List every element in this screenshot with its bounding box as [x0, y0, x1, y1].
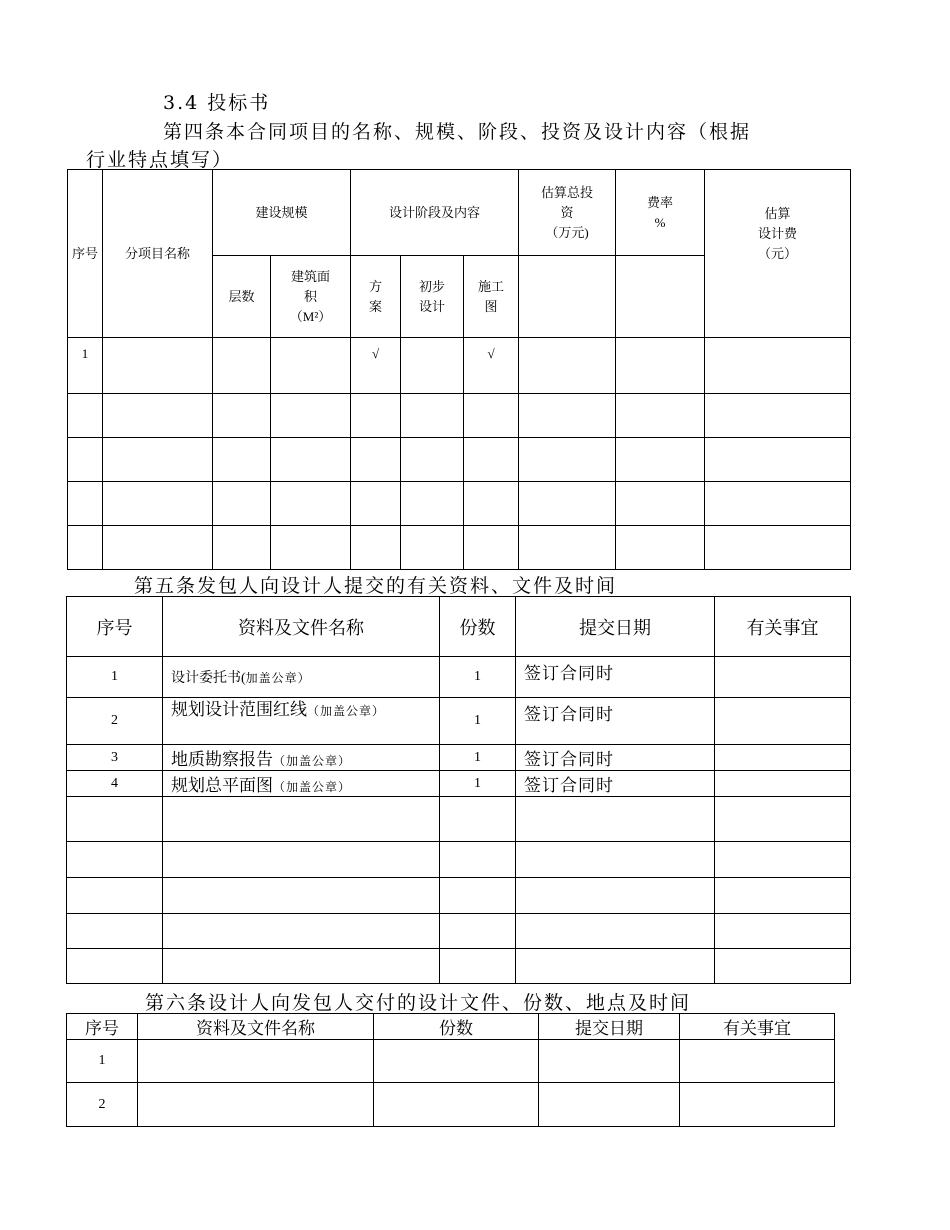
check-mark: √: [464, 338, 519, 394]
header-seq: 序号: [67, 597, 163, 657]
header-project-name: 分项目名称: [103, 170, 213, 338]
header-scheme: 方 案: [351, 256, 401, 338]
table-row: 1 设计委托书(加盖公章） 1 签订合同时: [67, 657, 851, 698]
table-row: [68, 438, 851, 482]
table-row: [67, 797, 851, 842]
check-mark: √: [351, 338, 401, 394]
header-file-name: 资料及文件名称: [138, 1014, 374, 1040]
header-rate: 费率 %: [616, 170, 705, 256]
header-construction: 施工 图: [464, 256, 519, 338]
article5-title: 第五条发包人向设计人提交的有关资料、文件及时间: [134, 575, 618, 597]
header-area: 建筑面 积 （M²）: [271, 256, 351, 338]
table-row: [67, 914, 851, 949]
table-row: [67, 878, 851, 914]
header-seq: 序号: [68, 170, 103, 338]
header-copies: 份数: [374, 1014, 539, 1040]
table-row: [67, 842, 851, 878]
table-row: 2: [67, 1083, 835, 1127]
article4-table: [67, 169, 851, 570]
header-investment: 估算总投 资 （万元): [519, 170, 616, 256]
header-fee: 估算 设计费 （元）: [705, 170, 851, 338]
header-stage: 设计阶段及内容: [351, 170, 519, 256]
table-row: 4 规划总平面图（加盖公章） 1 签订合同时: [67, 771, 851, 797]
article5-table: [66, 596, 851, 984]
article6-title: 第六条设计人向发包人交付的设计文件、份数、地点及时间: [145, 992, 692, 1014]
table-row: 1 √ √: [68, 338, 851, 394]
table-row: [67, 949, 851, 984]
header-preliminary: 初步 设计: [401, 256, 464, 338]
header-notes: 有关事宜: [680, 1014, 835, 1040]
header-seq: 序号: [67, 1014, 138, 1040]
article6-table: [66, 1013, 835, 1127]
header-scale: 建设规模: [213, 170, 351, 256]
table-row: [68, 482, 851, 526]
table-row: 2 规划设计范围红线（加盖公章） 1 签订合同时: [67, 698, 851, 745]
header-notes: 有关事宜: [715, 597, 851, 657]
header-copies: 份数: [440, 597, 516, 657]
header-date: 提交日期: [539, 1014, 680, 1040]
article4-title-line1: 第四条本合同项目的名称、规模、阶段、投资及设计内容（根据: [163, 121, 752, 143]
header-date: 提交日期: [516, 597, 715, 657]
header-floors: 层数: [213, 256, 271, 338]
table-row: [68, 394, 851, 438]
article4-title-line2: 行业特点填写）: [86, 149, 234, 171]
table-row: 1: [67, 1040, 835, 1083]
header-file-name: 资料及文件名称: [163, 597, 440, 657]
table-row: [68, 526, 851, 570]
table-row: 3 地质勘察报告（加盖公章） 1 签订合同时: [67, 745, 851, 771]
section-heading: 3.4 投标书: [163, 92, 271, 114]
